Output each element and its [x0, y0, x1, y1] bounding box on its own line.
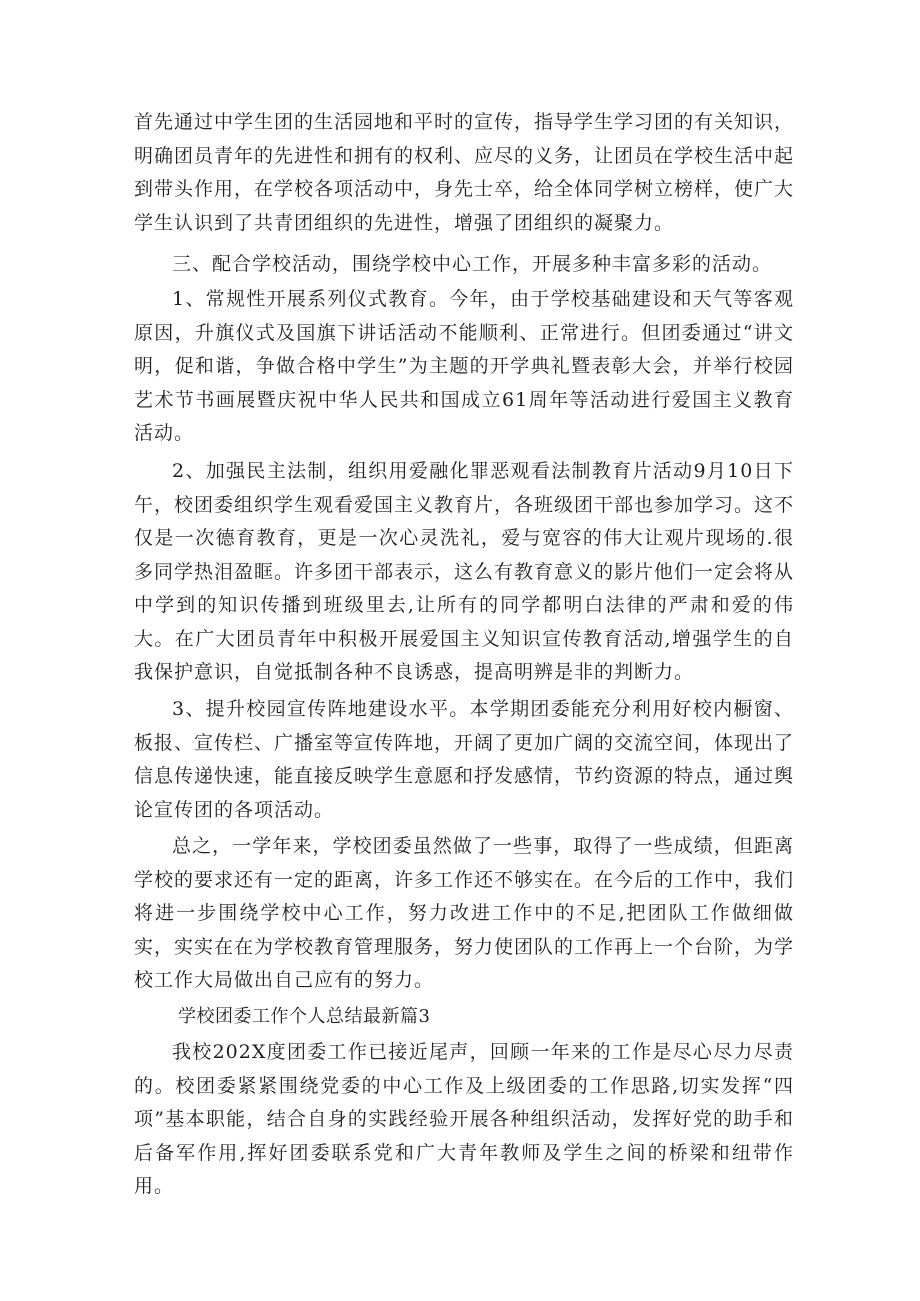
- paragraph-summary: 总之，一学年来，学校团委虽然做了一些事，取得了一些成绩，但距离学校的要求还有一定的距离，许多工作还不够实在。在今后的工作中，我们将进一步围绕学校中心工作，努力改进工作中的不足,把团队工作做细做实，实实在在为学校教育管理服务，努力使团队的工作再上一个台阶，为学校工作大局做出自己应有的努力。: [134, 835, 795, 991]
- section-title: 学校团委工作个人总结最新篇3: [178, 1006, 431, 1027]
- paragraph-section-three-heading: 三、配合学校活动，围绕学校中心工作，开展多种丰富多彩的活动。: [172, 253, 773, 275]
- paragraph-league-knowledge: 首先通过中学生团的生活园地和平时的宣传，指导学生学习团的有关知识，明确团员青年的先进性和拥有的权利、应尽的义务，让团员在学校生活中起到带头作用，在学校各项活动中，身先士卒，给全体同学树立榜样，使广大学生认识到了共青团组织的先进性，增强了团组织的凝聚力。: [134, 111, 795, 234]
- paragraph-legal-education: 2、加强民主法制，组织用爱融化罪恶观看法制教育片活动9月10日下午，校团委组织学生观看爱国主义教育片，各班级团干部也参加学习。这不仅是一次德育教育，更是一次心灵洗礼，爱与宽容的伟大让观片现场的.很多同学热泪盈眶。许多团干部表示，这么有教育意义的影片他们一定会将从中学到的知识传播到班级里去,让所有的同学都明白法律的严肃和爱的伟大。在广大团员青年中积极开展爱国主义知识宣传教育活动,增强学生的自我保护意识，自觉抵制各种不良诱惑，提高明辨是非的判断力。: [134, 460, 795, 683]
- paragraph-ceremony-education: 1、常规性开展系列仪式教育。今年，由于学校基础建设和天气等客观原因，升旗仪式及国旗下讲话活动不能顺利、正常进行。但团委通过“讲文明，促和谐，争做合格中学生”为主题的开学典礼暨表彰大会，并举行校园艺术节书画展暨庆祝中华人民共和国成立61周年等活动进行爱国主义教育活动。: [134, 288, 794, 444]
- paragraph-publicity-front: 3、提升校园宣传阵地建设水平。本学期团委能充分利用好校内橱窗、板报、宣传栏、广播室等宣传阵地，开阔了更加广阔的交流空间，体现出了信息传递快速，能直接反映学生意愿和抒发感情，节约资源的特点，通过舆论宣传团的各项活动。: [134, 698, 795, 821]
- paragraph-closing: 我校202X度团委工作已接近尾声，回顾一年来的工作是尽心尽力尽责的。校团委紧紧围绕党委的中心工作及上级团委的工作思路,切实发挥“四项”基本职能，结合自身的实践经验开展各种组织活动，发挥好党的助手和后备军作用,挥好团委联系党和广大青年教师及学生之间的桥梁和纽带作用。: [134, 1041, 794, 1197]
